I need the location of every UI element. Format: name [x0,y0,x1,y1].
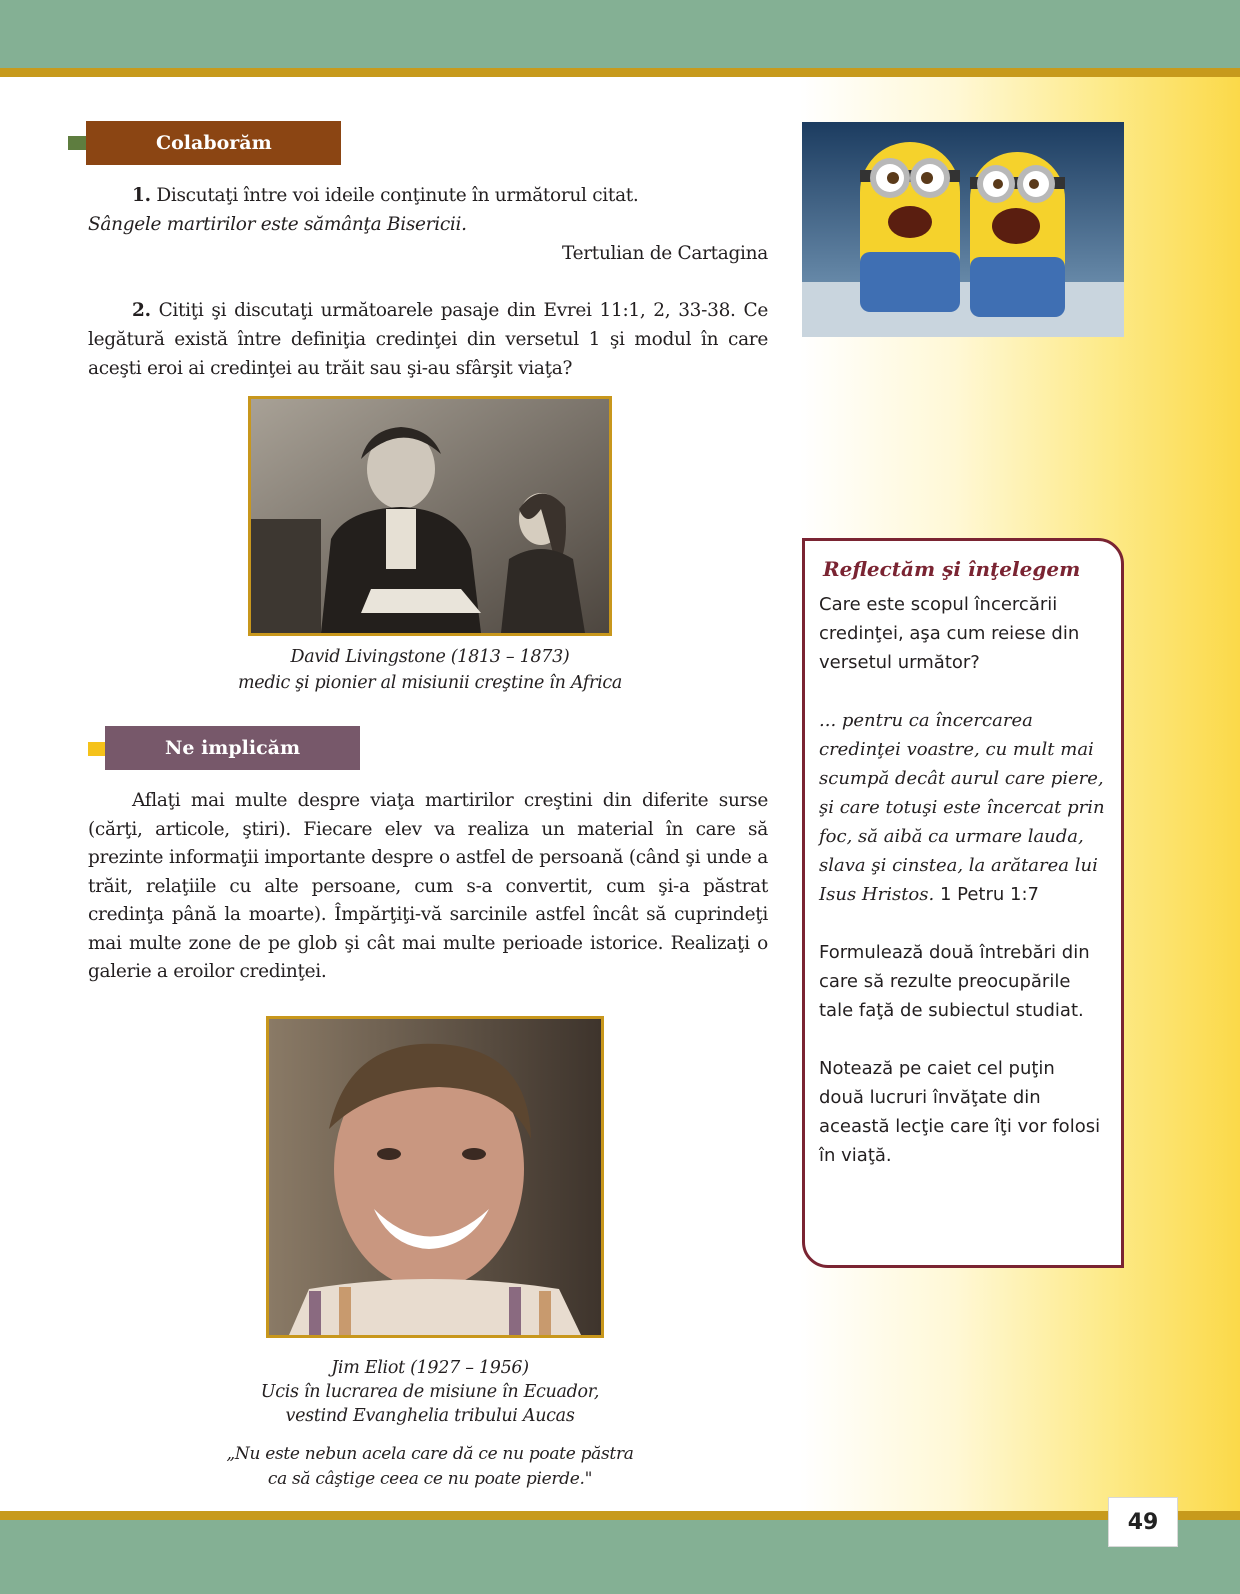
reflect-verse-block [819,706,1105,909]
reflect-question: Care este scopul încercării credinţei, aşa cum reiese din versetul următor? [819,594,1080,673]
reflect-task-1: Formulează două întrebări din care să rezulte preocupările tale faţă de subiectul studiat. [819,942,1090,1021]
eliot-quote-line1: „Nu este nebun acela care dă ce nu poate păstra [226,1444,634,1464]
reflect-task-2: Notează pe caiet cel puţin două lucruri învăţate din această lecţie care îţi vor folosi în viaţă. [819,1058,1101,1166]
item-2 [88,296,768,383]
colaboram-header [86,121,341,165]
page-number: 49 [1108,1497,1178,1547]
colaboram-title: Colaborăm [156,132,272,154]
top-band [0,0,1240,68]
eliot-caption [150,1356,710,1428]
reflect-verse-ref: 1 Petru 1:7 [939,884,1039,905]
eliot-caption-line3: vestind Evanghelia tribului Aucas [285,1406,575,1426]
bottom-band [0,1520,1240,1594]
martyrs-quote: Sângele martirilor este sămânţa Bisericii. [88,214,467,235]
item-1 [88,181,768,210]
quote-author: Tertulian de Cartagina [562,243,768,264]
eliot-quote-line2: ca să câştige ceea ce nu poate pierde." [267,1469,593,1489]
livingstone-photo [248,396,612,636]
item-1-number: 1. [132,185,151,206]
implicam-header [105,726,360,770]
livingstone-photo-illustration [251,399,609,633]
implicam-text: Aflaţi mai multe despre viaţa martirilor creştini din diferite surse (cărţi, articole, ştiri). Fiecare elev va realiza un material în care să prezinte informaţii importante despre o astfel de persoană (când şi unde a trăit, relaţiile cu alte persoane, cum s-a convertit, cum şi-a păstrat credinţa până la moarte). Împărţiţi-vă sarcinile astfel încât să cuprindeţi mai multe zone de pe glob şi cât mai multe perioade istorice. Realizaţi o galerie a eroilor credinţei. [88,790,768,982]
minions-image [802,122,1124,337]
implicam-title: Ne implicăm [165,737,301,759]
eliot-photo [266,1016,604,1338]
reflect-box [802,538,1124,1268]
eliot-caption-line2: Ucis în lucrarea de misiune în Ecuador, [260,1382,600,1402]
eliot-quote [150,1442,710,1492]
bottom-gold-stripe [0,1511,1240,1520]
eliot-caption-line1: Jim Eliot (1927 – 1956) [331,1358,529,1378]
livingstone-caption-line1: David Livingstone (1813 – 1873) [290,647,570,667]
reflect-title: Reflectăm şi înţelegem [823,557,1081,581]
reflect-verse: ... pentru ca încercarea credinţei voastre, cu mult mai scumpă decât aurul care piere, şi care totuşi este încercat prin foc, să aibă ca urmare lauda, slava şi cinstea, la arătarea lui Isus Hristos. [819,710,1105,905]
livingstone-caption-line2: medic şi pionier al misiunii creştine în Africa [237,673,623,693]
eliot-photo-illustration [269,1019,601,1335]
item-2-number: 2. [132,300,151,321]
top-gold-stripe [0,68,1240,77]
minions-illustration [802,122,1124,337]
livingstone-caption [150,644,710,696]
item-1-text: Discutaţi între voi ideile conţinute în următorul citat. [156,185,639,206]
item-2-text: Citiţi şi discutaţi următoarele pasaje din Evrei 11:1, 2, 33-38. Ce legătură există între definiţia credinţei din versetul 1 şi modul în care aceşti eroi ai credinţei au trăit sau şi-au sfârşit viaţa? [88,300,768,379]
